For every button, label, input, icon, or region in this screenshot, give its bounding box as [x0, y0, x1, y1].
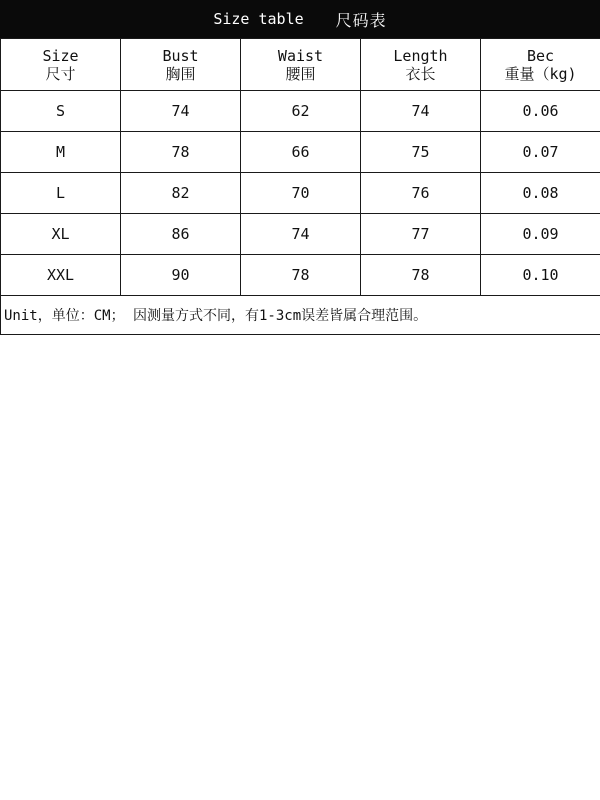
length-cell: 77 — [361, 214, 481, 255]
waist-cell: 62 — [241, 91, 361, 132]
header-bust-zh: 胸围 — [165, 64, 196, 83]
size-chart — [0, 0, 600, 337]
bust-cell: 74 — [121, 91, 241, 132]
footnote-row — [1, 296, 600, 335]
header-size-zh: 尺寸 — [45, 64, 76, 83]
weight-cell: 0.07 — [481, 132, 600, 173]
waist-cell: 78 — [241, 255, 361, 296]
size-cell: XXL — [1, 255, 121, 296]
header-length — [361, 39, 481, 91]
weight-cell: 0.06 — [481, 91, 600, 132]
table-row — [1, 255, 600, 296]
weight-cell: 0.08 — [481, 173, 600, 214]
title-zh: 尺码表 — [335, 10, 387, 30]
header-weight-zh: 重量（kg) — [504, 64, 577, 83]
weight-cell: 0.10 — [481, 255, 600, 296]
waist-cell: 74 — [241, 214, 361, 255]
header-waist-zh: 腰围 — [285, 64, 316, 83]
size-table — [0, 38, 600, 335]
title-en: Size table — [213, 10, 304, 28]
size-cell: XL — [1, 214, 121, 255]
header-waist — [241, 39, 361, 91]
footnote: Unit，单位：CM； 因测量方式不同，有1-3cm误差皆属合理范围。 — [1, 296, 600, 335]
header-weight-en: Bec — [526, 46, 555, 65]
waist-cell: 70 — [241, 173, 361, 214]
table-row — [1, 173, 600, 214]
bust-cell: 82 — [121, 173, 241, 214]
length-cell: 76 — [361, 173, 481, 214]
size-cell: S — [1, 91, 121, 132]
size-cell: M — [1, 132, 121, 173]
length-cell: 75 — [361, 132, 481, 173]
table-row — [1, 214, 600, 255]
table-row — [1, 132, 600, 173]
table-row — [1, 91, 600, 132]
header-weight — [481, 39, 600, 91]
header-size-en: Size — [42, 46, 79, 65]
weight-cell: 0.09 — [481, 214, 600, 255]
header-waist-en: Waist — [277, 46, 324, 65]
bust-cell: 86 — [121, 214, 241, 255]
bust-cell: 90 — [121, 255, 241, 296]
header-bust — [121, 39, 241, 91]
waist-cell: 66 — [241, 132, 361, 173]
header-bust-en: Bust — [162, 46, 199, 65]
size-cell: L — [1, 173, 121, 214]
header-row — [1, 39, 600, 91]
title-bar — [0, 0, 600, 38]
length-cell: 78 — [361, 255, 481, 296]
header-size — [1, 39, 121, 91]
header-length-en: Length — [393, 46, 448, 65]
header-length-zh: 衣长 — [405, 64, 436, 83]
length-cell: 74 — [361, 91, 481, 132]
bust-cell: 78 — [121, 132, 241, 173]
